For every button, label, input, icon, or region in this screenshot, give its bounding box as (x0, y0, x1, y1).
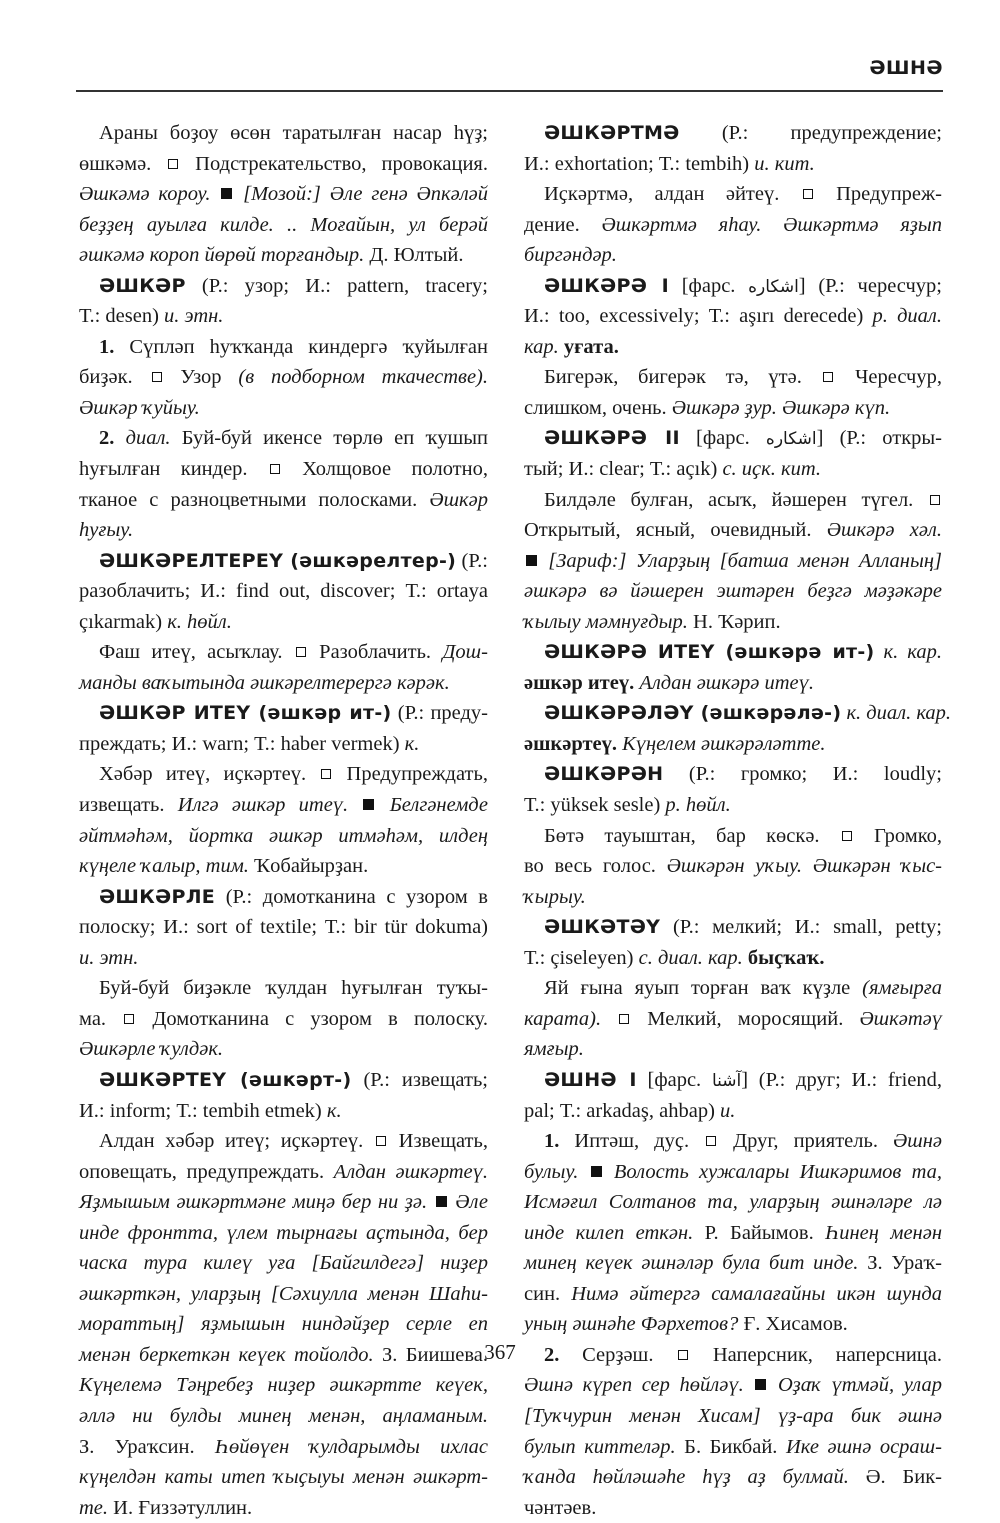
text-line (79, 1370, 488, 1401)
text-run: Нимә әйтергә самалағайны икән шунда (571, 1282, 942, 1305)
text-run: Белгәнемде (376, 794, 488, 817)
text-run: çıkarmak) (79, 610, 168, 633)
right-column (524, 118, 952, 1523)
text-run: булып киттеләр. (524, 1435, 685, 1458)
text-line (79, 882, 488, 913)
text-run: к. (404, 732, 420, 755)
text-run: өшкәмә. (79, 152, 167, 175)
text-run: ямғыр. (524, 1038, 584, 1061)
text-run: Т.: yüksek sesle) (524, 794, 666, 817)
text-run: дение. (524, 213, 602, 236)
text-run: и. этн. (164, 305, 224, 328)
text-run: р. диал. (872, 305, 942, 328)
text-run: (Р.: домотканина с узором в (215, 885, 488, 908)
text-run: Әшкәрә хәл. (826, 519, 942, 542)
text-line (524, 821, 942, 852)
text-line (524, 668, 942, 699)
text-run: Фаш итеү, асыҡлау. (99, 641, 294, 664)
text-run: [фарс. (679, 427, 766, 450)
text-run: Ҡобайырҙан. (254, 855, 369, 878)
text-run: инде килеп еткән. (524, 1221, 705, 1244)
text-run: Друг, приятель. (718, 1130, 893, 1153)
text-line (79, 698, 488, 729)
text-line (79, 973, 488, 1004)
text-run: ма. (79, 1007, 123, 1030)
text-run: (Р.: преду- (391, 702, 488, 725)
text-run: Бигерәк, бигерәк тә, үтә. (544, 366, 822, 389)
text-run: [Туҡчурин менән Хисам] үҙ-ара бик әшнә (524, 1404, 942, 1427)
text-run: И.: exhortation; Т.: tembih) (524, 152, 755, 175)
text-line (524, 1279, 942, 1310)
arabic-etymon: اشكاره (748, 276, 799, 297)
text-line (79, 729, 488, 760)
text-line (524, 1370, 942, 1401)
text-run: Әшнә (892, 1130, 942, 1153)
text-run: һуғылған киндер. (79, 458, 268, 481)
text-run: Алдан әшкәртеү. (333, 1160, 488, 1183)
text-run: Хәбәр итеү, иҫкәртеү. (99, 763, 320, 786)
text-run: Ғ. Хисамов. (743, 1313, 848, 1336)
text-run: ҡанда һөйләшәһе һүҙ аҙ булмай. (524, 1466, 866, 1489)
text-run: И.: too, excessively; Т.: aşırı derecede) (524, 305, 873, 328)
text-line (79, 149, 488, 180)
text-line (524, 301, 942, 332)
headword: ӘШНӘ I (544, 1068, 637, 1091)
text-run: Буй-буй икенсе төрлө еп ҡушып (170, 427, 488, 450)
text-run: часка тура килеү уға [Байгилдегә] ниҙер (79, 1252, 488, 1275)
text-run: Дош- (442, 641, 488, 664)
text-run: Б. Бикбай. (684, 1435, 786, 1458)
text-run: разоблачить; И.: find out, discover; Т.: ortaya (79, 580, 488, 603)
text-run: Т.: desen) (79, 305, 165, 328)
text-run: Әшкәмә короу. (79, 183, 220, 206)
text-line (524, 790, 942, 821)
text-run: Р. Байымов. (704, 1221, 826, 1244)
headword: ӘШКӘРӘ I (544, 274, 670, 297)
text-run: Сүпләп һуҡҡанда киндергә ҡуйылған (114, 335, 488, 358)
text-line (79, 607, 488, 638)
text-run: әшкәмә короп йөрөй торғандыр. (79, 244, 370, 267)
text-run: Яй ғына яуып торған ваҡ күҙле (544, 977, 863, 1000)
running-head: ӘШНӘ (869, 57, 943, 79)
text-run: әшкәрә вә йәшерен эштәрен беҙгә мәҙәкәре (524, 580, 942, 603)
text-run: Күңелем әшкәрәләтте. (617, 732, 826, 755)
text-run: беҙҙең ауылға килде. .. Моғайын, ул берәй (79, 213, 488, 236)
russian-translation-marker-icon (296, 647, 306, 657)
text-line (79, 546, 488, 577)
text-line (79, 393, 488, 424)
text-line (524, 637, 942, 668)
russian-translation-marker-icon (124, 1014, 134, 1024)
text-run: Буй-буй биҙәкле ҡулдан һуғылған туҡы- (99, 977, 488, 1000)
text-run: Мелкий, моросящий. (631, 1007, 860, 1030)
text-run: Яҙмышым әшкәртмәне миңә бер ни ҙә. (79, 1191, 434, 1214)
text-run: Извещать, (387, 1130, 488, 1153)
text-run: Подстрекательство, провокация. (180, 152, 488, 175)
text-line (79, 790, 488, 821)
text-line (524, 210, 942, 241)
text-run: ҡырыу. (524, 885, 586, 908)
text-run: Н. Ҡәрип. (693, 610, 781, 633)
text-run: (Р.: (456, 549, 488, 572)
text-run: Т.: çiseleyen) (524, 946, 639, 969)
text-run: р. һөйл. (665, 794, 731, 817)
text-line (79, 454, 488, 485)
text-line (524, 1126, 942, 1157)
text-line (524, 698, 952, 729)
text-run: Алдан хәбәр итеү; иҫкәртеү. (99, 1130, 374, 1153)
text-run: [Мозой:] Әле генә Әпкәләй (234, 183, 488, 206)
text-run: Билдәле булған, асыҡ, йәшерен түгел. (544, 488, 928, 511)
text-run: Бөтә тауыштан, бар көскә. (544, 824, 840, 847)
text-line (79, 271, 488, 302)
text-line (79, 362, 488, 393)
text-run: (в подборном ткачестве). (238, 366, 488, 389)
text-run: менән беркеткән кеүек тойолдо. (79, 1343, 383, 1366)
text-run: З. Ураҡ- (867, 1252, 942, 1275)
text-line (79, 118, 488, 149)
text-run: преждать; И.: warn; Т.: haber vermek) (79, 732, 405, 755)
text-line (79, 179, 488, 210)
text-run: И.: inform; Т.: tembih etmek) (79, 1099, 327, 1122)
text-run: Һинең менән (825, 1221, 942, 1244)
text-run: карата). (524, 1007, 602, 1030)
text-line (524, 362, 942, 393)
text-run: Ике әшнә осраш- (785, 1435, 942, 1458)
text-line (524, 851, 942, 882)
text-run: манды ваҡытында әшкәрелтерергә кәрәк. (79, 671, 450, 694)
text-run: Әшкәртмә яһау. Әшкәртмә яҙып (601, 213, 942, 236)
text-run: З. Ураҡсин. (79, 1435, 215, 1458)
text-run: к. (326, 1099, 342, 1122)
text-line (524, 118, 942, 149)
text-line (79, 668, 488, 699)
text-run: әйтмәһәм, йортка әшкәр итмәһәм, илдең (79, 824, 488, 847)
text-line (79, 1218, 488, 1249)
text-line (79, 912, 488, 943)
text-line (79, 423, 488, 454)
text-run: ] (Р.: друг; И.: friend, (741, 1068, 942, 1091)
text-line (79, 1462, 488, 1493)
text-run: Серҙәш. (559, 1343, 677, 1366)
headword: ӘШКӘРТЕҮ (әшкәрт-) (99, 1068, 352, 1091)
text-line (524, 1248, 942, 1279)
text-line (79, 332, 488, 363)
text-run: слишком, очень. (524, 396, 672, 419)
text-line (524, 576, 942, 607)
example-quote-marker-icon (436, 1196, 447, 1207)
headword: ӘШКӘТӘҮ (544, 916, 661, 939)
text-line (79, 1248, 488, 1279)
text-line (524, 240, 942, 271)
text-line (524, 1493, 942, 1523)
text-run: әллә ни булды минең менән, аңламаным. (79, 1404, 488, 1427)
text-run: биҙәк. (79, 366, 150, 389)
text-run: Әшнә күреп сер һөйләү. (524, 1374, 754, 1397)
text-line (79, 821, 488, 852)
text-run: ] (Р.: чересчур; (798, 274, 943, 297)
text-line (79, 1279, 488, 1310)
text-run: Иптәш, дуҫ. (559, 1130, 705, 1153)
text-run: Предупреж- (814, 183, 943, 206)
text-line (524, 546, 942, 577)
text-run: Һөйөүен ҡулдарымды ихлас (214, 1435, 489, 1458)
text-line (79, 1065, 488, 1096)
text-line (79, 1004, 488, 1035)
text-line (524, 454, 942, 485)
example-quote-marker-icon (591, 1166, 602, 1177)
text-line (79, 1034, 488, 1065)
text-line (79, 637, 488, 668)
text-run: к. диал. кар. (841, 702, 952, 725)
text-line (524, 882, 942, 913)
text-line (524, 179, 942, 210)
text-line (524, 149, 942, 180)
text-run: Д. Юлтый. (369, 244, 464, 267)
headword: ӘШКӘРӘЛӘҮ (әшкәрәлә-) (544, 702, 842, 725)
example-quote-marker-icon (363, 799, 374, 810)
header-rule (76, 90, 943, 92)
headword: ӘШКӘРЕЛТЕРЕҮ (әшкәрелтер-) (99, 549, 457, 572)
text-run: те. (79, 1496, 114, 1519)
text-run: (Р.: извещать; (351, 1068, 488, 1091)
text-run: Араны боҙоу өсөн таратылған насар һүҙ; (99, 122, 488, 144)
text-run: биргәндәр. (524, 244, 617, 267)
text-line (79, 1432, 488, 1463)
text-line (524, 515, 942, 546)
text-line (524, 759, 942, 790)
russian-translation-marker-icon (930, 495, 940, 505)
text-line (79, 943, 488, 974)
text-run: Әшкәтәү (859, 1007, 942, 1030)
text-run: Наперсник, наперсница. (690, 1343, 942, 1366)
russian-translation-marker-icon (152, 372, 162, 382)
text-run: 2. (99, 427, 115, 450)
text-line (524, 1187, 942, 1218)
headword: ӘШКӘРТМӘ (544, 122, 680, 144)
text-line (79, 210, 488, 241)
text-line (524, 1065, 942, 1096)
text-run: мораттың] яҙмышын ниндәйҙер серле еп (79, 1313, 488, 1336)
text-line (79, 485, 488, 516)
text-line (524, 1218, 942, 1249)
russian-translation-marker-icon (168, 159, 178, 169)
text-run: [фарс. (669, 274, 749, 297)
text-run: уның әшнәһе Фәрхетов? (524, 1313, 744, 1336)
text-run: Илгә әшкәр итеү. (177, 794, 362, 817)
text-run: (Р.: громко; И.: loudly; (663, 763, 942, 786)
text-run: Холщовое полотно, (281, 458, 488, 481)
text-run: и. этн. (79, 946, 139, 969)
text-run: Оҙаҡ үтмәй, улар (768, 1374, 942, 1397)
text-run: (Р.: мелкий; И.: small, petty; (660, 916, 942, 939)
headword: ӘШКӘРӘН (544, 763, 664, 786)
text-line (524, 607, 942, 638)
text-run: [фарс. (636, 1068, 712, 1091)
text-line (524, 1034, 942, 1065)
text-run: Предупреждать, (333, 763, 488, 786)
text-run: и. (720, 1099, 736, 1122)
russian-translation-marker-icon (803, 189, 813, 199)
text-run: күңелдән каты итеп ҡыҫыуы менән әшкәрт- (79, 1466, 488, 1489)
text-line (79, 1096, 488, 1127)
text-run: И. Ғиззәтуллин. (113, 1496, 253, 1519)
headword: ӘШКӘРЛЕ (99, 885, 216, 908)
page-number: 367 (484, 1340, 516, 1364)
text-run: к. кар. (874, 641, 942, 664)
text-run: Әшкәр ҡуйыу. (79, 396, 200, 419)
arabic-etymon: اشكاره (765, 429, 817, 450)
text-line (524, 1004, 942, 1035)
text-run: с. диал. кар. (638, 946, 748, 969)
text-run: тканое с разноцветными полосками. (79, 488, 430, 511)
text-line (524, 912, 942, 943)
russian-translation-marker-icon (706, 1136, 716, 1146)
text-run: Открытый, ясный, очевидный. (524, 519, 827, 542)
text-run: әшкәр итеү. (524, 671, 635, 694)
text-run: Чересчур, (835, 366, 942, 389)
example-quote-marker-icon (755, 1379, 766, 1390)
text-run: 2. (544, 1343, 560, 1366)
text-line (524, 729, 942, 760)
russian-translation-marker-icon (823, 372, 833, 382)
text-line (524, 485, 942, 516)
text-line (524, 1462, 942, 1493)
text-run: оповещать, предупреждать. (79, 1160, 334, 1183)
text-run: к. һөйл. (167, 610, 232, 633)
text-run: уғата. (563, 335, 619, 358)
text-line (79, 515, 488, 546)
text-run: Громко, (853, 824, 942, 847)
russian-translation-marker-icon (619, 1014, 629, 1024)
text-line (524, 393, 942, 424)
text-run (601, 1008, 617, 1030)
text-run: Разоблачить. (307, 641, 443, 664)
text-line (524, 1432, 942, 1463)
russian-translation-marker-icon (842, 831, 852, 841)
text-line (524, 973, 942, 1004)
text-line (524, 271, 942, 302)
text-run: син. (524, 1282, 572, 1305)
russian-translation-marker-icon (376, 1136, 386, 1146)
text-line (524, 332, 942, 363)
text-line (524, 943, 942, 974)
text-line (79, 1157, 488, 1188)
text-line (524, 1401, 942, 1432)
text-line (79, 1309, 488, 1340)
text-run: тый; И.: clear; Т.: açık) (524, 458, 723, 481)
text-run: чәнтәев. (524, 1496, 597, 1519)
text-line (79, 576, 488, 607)
text-run: инде фронтта, үлем тырнағы аҫтында, бер (79, 1221, 488, 1244)
text-run: Исмәғил Солтанов та, уларҙың әшнәләре лә (524, 1191, 942, 1214)
text-line (79, 240, 488, 271)
text-run: Әшкәрле ҡулдәк. (79, 1038, 224, 1061)
text-run: 1. (99, 335, 115, 358)
text-run: кар. (524, 335, 564, 358)
text-line (524, 1096, 942, 1127)
text-run: ] (Р.: откры- (816, 427, 942, 450)
text-run: Күңелемә Тәңребеҙ ниҙер әшкәртте кеүек, (79, 1374, 488, 1397)
text-line (524, 1157, 942, 1188)
text-run: во весь голос. (524, 855, 667, 878)
text-run: диал. (114, 427, 171, 450)
text-run: Ә. Бик- (865, 1466, 942, 1489)
text-run: извещать. (79, 794, 178, 817)
text-run: ҡылыу мәмнуғдыр. (524, 610, 694, 633)
text-run: Әшкәр (429, 488, 488, 511)
text-run: әшкәрткән, уларҙың [Сәхиулла менән Шаһи- (79, 1282, 488, 1305)
russian-translation-marker-icon (270, 464, 280, 474)
example-quote-marker-icon (526, 555, 537, 566)
text-run: Домотканина с узором в полоску. (136, 1007, 488, 1030)
headword: ӘШКӘРӘ II (544, 427, 680, 450)
text-run: (Р.: узор; И.: pattern, tracery; (185, 274, 488, 297)
text-line (79, 1126, 488, 1157)
text-run: и. кит. (754, 152, 815, 175)
left-column (79, 118, 488, 1523)
text-run: полоску; И.: sort of textile; Т.: bir tür dokuma) (79, 916, 488, 939)
text-run: Әле (448, 1191, 488, 1214)
text-run: булыу. (524, 1160, 589, 1183)
text-run: быҫҡаҡ. (747, 946, 825, 969)
text-run: һуғыу. (79, 519, 134, 542)
text-run: Әшкәрә ҙур. Әшкәрә күп. (671, 396, 891, 419)
text-line (79, 1187, 488, 1218)
text-line (524, 1309, 942, 1340)
text-line (79, 301, 488, 332)
text-line (79, 759, 488, 790)
headword: ӘШКӘРӘ ИТЕҮ (әшкәрә ит-) (544, 641, 875, 664)
text-run: с. иҫк. кит. (722, 458, 821, 481)
text-run: (ямғырға (862, 977, 942, 1000)
text-run: З. Биишева. (382, 1343, 488, 1366)
text-run: Алдан әшкәрә итеү. (634, 671, 814, 694)
text-run: 1. (544, 1130, 560, 1153)
text-run: Әшкәрән уҡыу. Әшкәрән ҡыс- (666, 855, 943, 878)
russian-translation-marker-icon (321, 769, 331, 779)
text-line (79, 851, 488, 882)
text-run: pal; Т.: arkadaş, ahbap) (524, 1099, 721, 1122)
text-run: әшкәртеү. (524, 732, 617, 755)
example-quote-marker-icon (221, 188, 232, 199)
text-run: Иҫкәртмә, алдан әйтеү. (544, 183, 801, 206)
headword: ӘШКӘР ИТЕҮ (әшкәр ит-) (99, 702, 392, 725)
headword: ӘШКӘР (99, 274, 186, 297)
text-run: Узор (163, 366, 239, 389)
text-run: минең кеүек әшнәләр була бит инде. (524, 1252, 868, 1275)
text-line (79, 1493, 488, 1523)
arabic-etymon: آشنا (711, 1070, 742, 1091)
text-run: (Р.: предупреждение; (679, 122, 942, 144)
text-run: күңеле ҡалыр, тим. (79, 855, 255, 878)
text-line (79, 1401, 488, 1432)
text-run: [Зариф:] Уларҙың [батша менән Алланың] (539, 549, 942, 572)
text-line (524, 423, 942, 454)
text-run: Волость хужалары Ишкәримов та, (603, 1160, 943, 1183)
